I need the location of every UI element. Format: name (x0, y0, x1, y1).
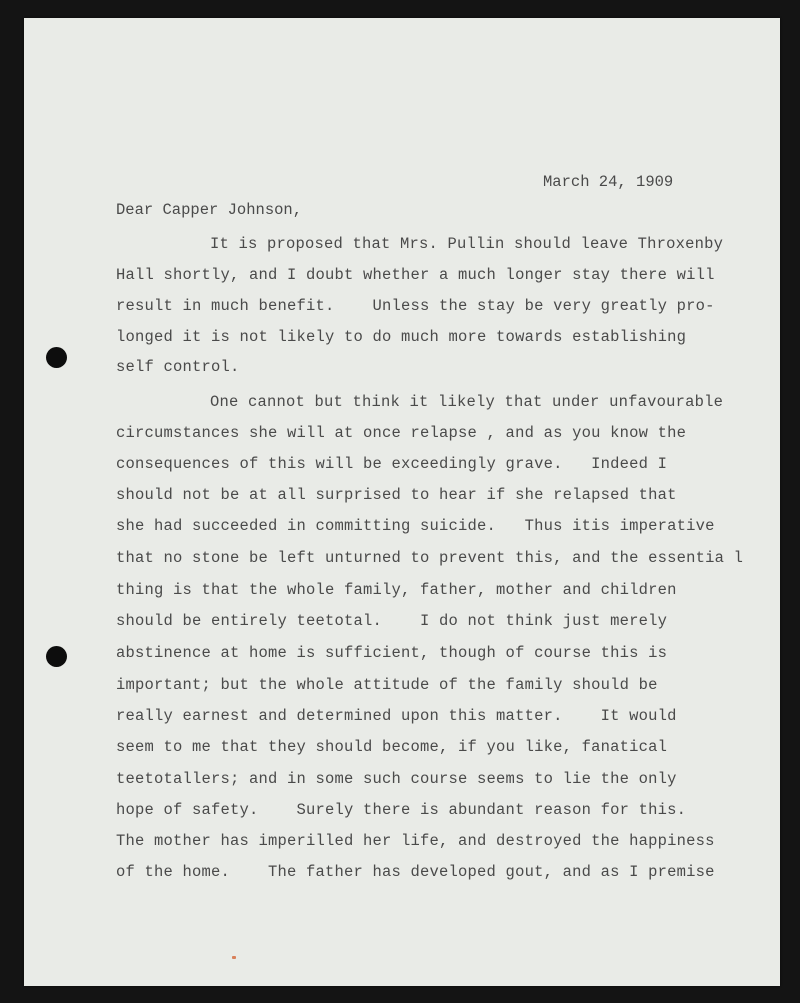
body-line: thing is that the whole family, father, mother and children (116, 581, 677, 599)
body-line: longed it is not likely to do much more towards establishing (116, 328, 687, 346)
body-line: should not be at all surprised to hear if she relapsed that (116, 486, 677, 504)
body-line: self control. (116, 358, 240, 376)
paper-speck (232, 956, 236, 959)
body-line: It is proposed that Mrs. Pullin should leave Throxenby (210, 235, 724, 253)
body-line: important; but the whole attitude of the family should be (116, 676, 658, 694)
salutation: Dear Capper Johnson, (116, 201, 303, 219)
letter-date: March 24, 1909 (543, 173, 674, 191)
body-line: teetotallers; and in some such course seems to lie the only (116, 770, 677, 788)
body-line: Hall shortly, and I doubt whether a much longer stay there will (116, 266, 715, 284)
body-line: seem to me that they should become, if you like, fanatical (116, 738, 668, 756)
body-line: abstinence at home is sufficient, though of course this is (116, 644, 668, 662)
body-line: consequences of this will be exceedingly grave. Indeed I (116, 455, 668, 473)
body-line: she had succeeded in committing suicide. Thus itis imperative (116, 517, 715, 535)
body-line: result in much benefit. Unless the stay be very greatly pro- (116, 297, 715, 315)
body-line: that no stone be left unturned to prevent this, and the essentia l (116, 549, 744, 567)
body-line: One cannot but think it likely that under unfavourable (210, 393, 724, 411)
body-line: should be entirely teetotal. I do not think just merely (116, 612, 668, 630)
binder-hole-bottom (46, 646, 67, 667)
binder-hole-top (46, 347, 67, 368)
body-line: really earnest and determined upon this matter. It would (116, 707, 677, 725)
body-line: circumstances she will at once relapse , and as you know the (116, 424, 687, 442)
body-line: hope of safety. Surely there is abundant reason for this. (116, 801, 687, 819)
letter-page (24, 18, 780, 986)
body-line: of the home. The father has developed gout, and as I premise (116, 863, 715, 881)
body-line: The mother has imperilled her life, and destroyed the happiness (116, 832, 715, 850)
